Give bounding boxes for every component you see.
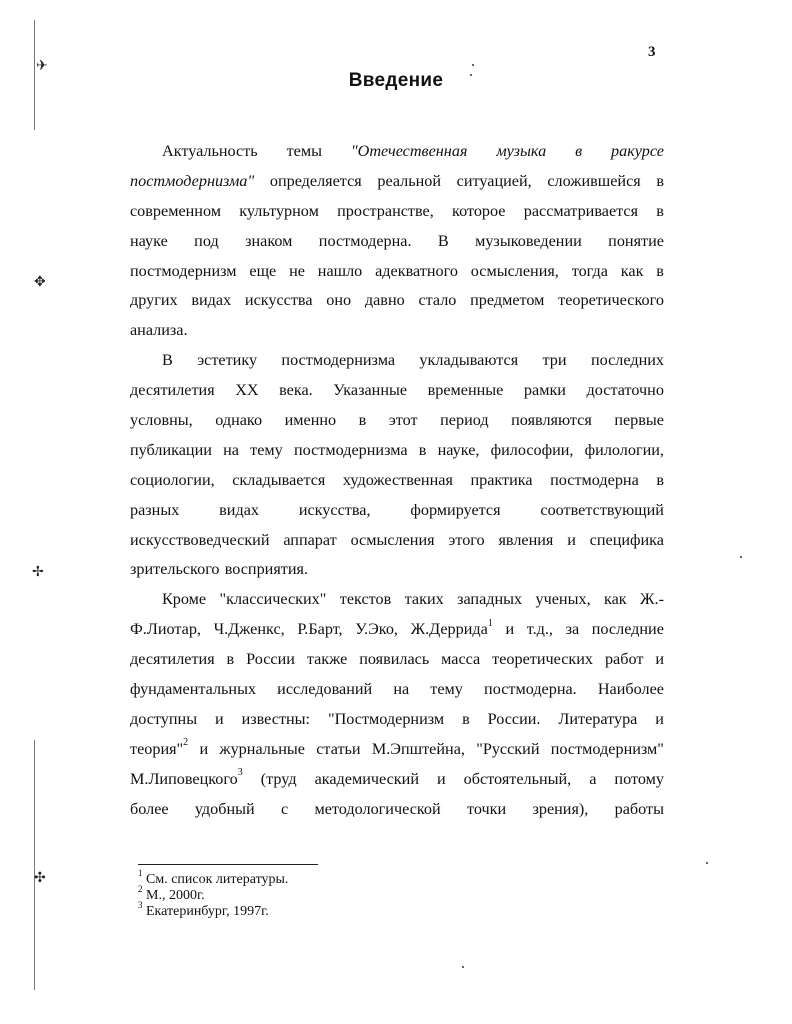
word: Ж.-: [640, 590, 664, 609]
word: филологии,: [584, 440, 664, 459]
scan-margin-line: [34, 740, 35, 990]
word: десятилетия: [130, 650, 215, 669]
text-line: [130, 675, 664, 705]
word: искусства: [244, 291, 313, 310]
word: которое: [452, 201, 506, 220]
word: XX: [235, 381, 259, 400]
text-line: [130, 227, 664, 257]
word: работ: [604, 650, 644, 669]
text-line: [130, 286, 664, 316]
word: и: [505, 620, 515, 639]
word: последних: [590, 351, 664, 370]
word: давно: [364, 291, 405, 310]
word: формируется: [410, 500, 501, 519]
word: методологической: [314, 799, 441, 818]
word: практика: [470, 470, 533, 489]
footnote-number: 2: [138, 884, 143, 895]
word: Ф.Лиотар,: [130, 620, 201, 639]
word: не: [289, 261, 305, 280]
word: и: [214, 709, 224, 728]
word: в: [226, 650, 235, 669]
word: Наиболее: [597, 680, 664, 699]
word: Указанные: [333, 381, 408, 400]
word: разных: [130, 500, 180, 519]
word: знаком: [245, 231, 293, 250]
word: временные: [427, 381, 504, 400]
footnote-ref: 1: [487, 617, 493, 629]
word: таких: [404, 590, 444, 609]
word: ракурсе: [611, 142, 664, 160]
word: понятие: [608, 231, 664, 250]
word: науке,: [437, 440, 480, 459]
word: и: [436, 769, 446, 788]
word: именно: [284, 411, 337, 430]
word: художественная: [342, 470, 453, 489]
word: текстов: [339, 590, 392, 609]
word: складывается: [232, 470, 326, 489]
word: первые: [614, 411, 664, 430]
word: тему: [250, 440, 283, 459]
word: тогда: [571, 261, 608, 280]
word: У.Эко,: [355, 620, 398, 639]
word: удобный: [194, 799, 255, 818]
word: укладываются: [419, 351, 519, 370]
footnote: [138, 868, 538, 888]
text-line: [130, 376, 664, 406]
word: постмодерна.: [484, 680, 577, 699]
text-line: [130, 496, 664, 526]
body-text: [130, 137, 664, 824]
word: предметом: [470, 291, 545, 310]
word: академический: [314, 769, 419, 788]
word: с: [280, 799, 289, 818]
word: специфика: [589, 530, 664, 549]
footnote: [138, 884, 538, 904]
word: работы: [614, 799, 664, 818]
word: достаточно: [586, 381, 664, 400]
word: М.Эпштейна,: [371, 739, 465, 758]
text-line: [130, 197, 664, 227]
word: публикации: [130, 440, 212, 459]
word: этот: [388, 411, 418, 430]
word: адекватного: [375, 261, 458, 280]
word: точки: [466, 799, 507, 818]
word: определяется: [269, 171, 362, 190]
text-line: [130, 585, 664, 615]
word: стало: [418, 291, 457, 310]
margin-mark-icon: ✢: [32, 564, 44, 580]
text-line: [130, 137, 664, 167]
text-line: [130, 615, 664, 645]
word: постмодернизма: [293, 440, 408, 459]
footnote-ref: 3: [237, 767, 243, 779]
word: а: [589, 769, 597, 788]
word: в: [656, 470, 664, 489]
word: (труд: [260, 769, 297, 788]
word: последние: [591, 620, 664, 639]
word: постмодернизма": [130, 171, 255, 190]
word: т.д.,: [526, 620, 553, 639]
word: теоретического: [558, 291, 664, 310]
word: доступны: [130, 709, 198, 728]
word: пространстве,: [337, 201, 434, 220]
word: в: [418, 440, 427, 459]
word: В: [437, 231, 449, 250]
word: в: [462, 709, 470, 728]
word: ситуацией,: [456, 171, 532, 190]
word: появляются: [511, 411, 592, 430]
footnote-ref: 2: [183, 737, 189, 749]
word: западных: [457, 590, 523, 609]
word: в: [358, 411, 367, 430]
word: восприятия.: [224, 560, 309, 579]
word: явления: [498, 530, 554, 549]
word: Литература: [558, 709, 638, 728]
word: обстоятельный,: [463, 769, 572, 788]
word: рамки: [523, 381, 566, 400]
word: как: [603, 590, 627, 609]
word: социологии,: [130, 470, 215, 489]
word: однако: [215, 411, 263, 430]
word: условны,: [130, 411, 193, 430]
page-title: Введение: [348, 70, 444, 91]
word: музыка: [496, 142, 547, 160]
word: искусствоведческий: [130, 530, 270, 549]
scan-speck: [472, 64, 474, 66]
word: Р.Барт,: [297, 620, 343, 639]
word: еще: [249, 261, 277, 280]
page-number: 3: [648, 44, 656, 60]
word: музыковедении: [475, 231, 582, 250]
text-line: [130, 406, 664, 436]
footnote-text: См. список литературы.: [142, 872, 289, 887]
word: века.: [279, 381, 313, 400]
footnote-text: Екатеринбург, 1997г.: [142, 904, 269, 919]
word: три: [542, 351, 567, 370]
word: масса: [441, 650, 481, 669]
word: статьи: [316, 739, 361, 758]
word: постмодернизм": [550, 739, 664, 758]
word: журнальные: [219, 739, 305, 758]
word: соответствующий: [540, 500, 664, 519]
text-line: [130, 526, 664, 556]
word: на: [393, 680, 410, 699]
word: фундаментальных: [130, 680, 257, 699]
word: России: [246, 650, 295, 669]
scan-speck: [706, 862, 708, 864]
word: и: [199, 739, 209, 758]
text-line: [130, 645, 664, 675]
word: исследований: [277, 680, 373, 699]
word: "Постмодернизм: [327, 709, 445, 728]
word: ученых,: [535, 590, 591, 609]
word: оно: [326, 291, 352, 310]
word: также: [306, 650, 348, 669]
word: постмодерна.: [318, 231, 412, 250]
footnotes: [138, 868, 538, 920]
word: осмысления,: [470, 261, 559, 280]
word: культурном: [239, 201, 319, 220]
margin-mark-icon: ✈: [36, 58, 48, 74]
word: видах: [191, 291, 232, 310]
text-line: [130, 795, 664, 825]
word: осмысления: [350, 530, 435, 549]
word: "Русский: [476, 739, 540, 758]
scan-speck: [470, 74, 472, 76]
text-line: [130, 555, 664, 585]
word: в: [656, 201, 664, 220]
word: М.Липовецкого$^3$: [130, 767, 243, 788]
word: в: [575, 142, 583, 160]
word: как: [620, 261, 644, 280]
word: аппарат: [283, 530, 337, 549]
word: в: [656, 171, 664, 190]
word: современном: [130, 201, 221, 220]
word: "Отечественная: [350, 142, 468, 160]
word: теоретических: [492, 650, 594, 669]
margin-mark-icon: ✣: [34, 870, 46, 886]
word: сложившейся: [547, 171, 641, 190]
text-line: [130, 705, 664, 735]
text-line: [130, 466, 664, 496]
footnote-text: М., 2000г.: [142, 888, 205, 903]
word: постмодернизм: [130, 261, 237, 280]
word: эстетику: [197, 351, 258, 370]
word: и: [655, 709, 664, 728]
word: появилась: [359, 650, 430, 669]
margin-mark-icon: ✥: [34, 274, 46, 290]
word: нашло: [317, 261, 363, 280]
word: темы: [286, 142, 322, 160]
word: зрения),: [532, 799, 589, 818]
word: тему: [430, 680, 463, 699]
text-line: [130, 167, 664, 197]
word: России.: [487, 709, 541, 728]
scan-speck: [740, 556, 742, 558]
footnote-number: 3: [138, 900, 143, 911]
word: рассматривается: [523, 201, 639, 220]
word: на: [223, 440, 239, 459]
word: период: [440, 411, 489, 430]
word: потому: [614, 769, 664, 788]
word: и: [655, 650, 664, 669]
word: анализа.: [130, 321, 188, 340]
word: философии,: [490, 440, 574, 459]
word: и: [567, 530, 576, 549]
word: постмодернизма: [281, 351, 396, 370]
word: искусства,: [298, 500, 371, 519]
text-line: [130, 346, 664, 376]
word: теория"$^2$: [130, 737, 189, 758]
word: более: [130, 799, 169, 818]
word: зрительского: [130, 560, 220, 579]
word: "классических": [219, 590, 327, 609]
text-line: [130, 316, 664, 346]
word: в: [656, 261, 664, 280]
word: за: [565, 620, 580, 639]
text-line: [130, 735, 664, 765]
scan-speck: [462, 966, 464, 968]
footnote-number: 1: [138, 868, 143, 879]
text-line: [130, 765, 664, 795]
word: Кроме: [162, 590, 207, 609]
footnote-divider: [138, 864, 318, 865]
word: реальной: [377, 171, 442, 190]
word: под: [194, 231, 219, 250]
scan-margin-line: [34, 20, 35, 130]
word: известны:: [241, 709, 311, 728]
word: науке: [130, 231, 168, 250]
word: Ч.Дженкс,: [213, 620, 285, 639]
word: видах: [219, 500, 259, 519]
word: Ж.Деррида$^1$: [410, 617, 493, 639]
word: постмодерна: [550, 470, 639, 489]
word: этого: [448, 530, 485, 549]
text-line: [130, 436, 664, 466]
word: В: [162, 351, 173, 370]
text-line: [130, 257, 664, 287]
word: Актуальность: [162, 142, 258, 160]
word: десятилетия: [130, 381, 215, 400]
footnote: [138, 900, 538, 920]
word: других: [130, 291, 178, 310]
